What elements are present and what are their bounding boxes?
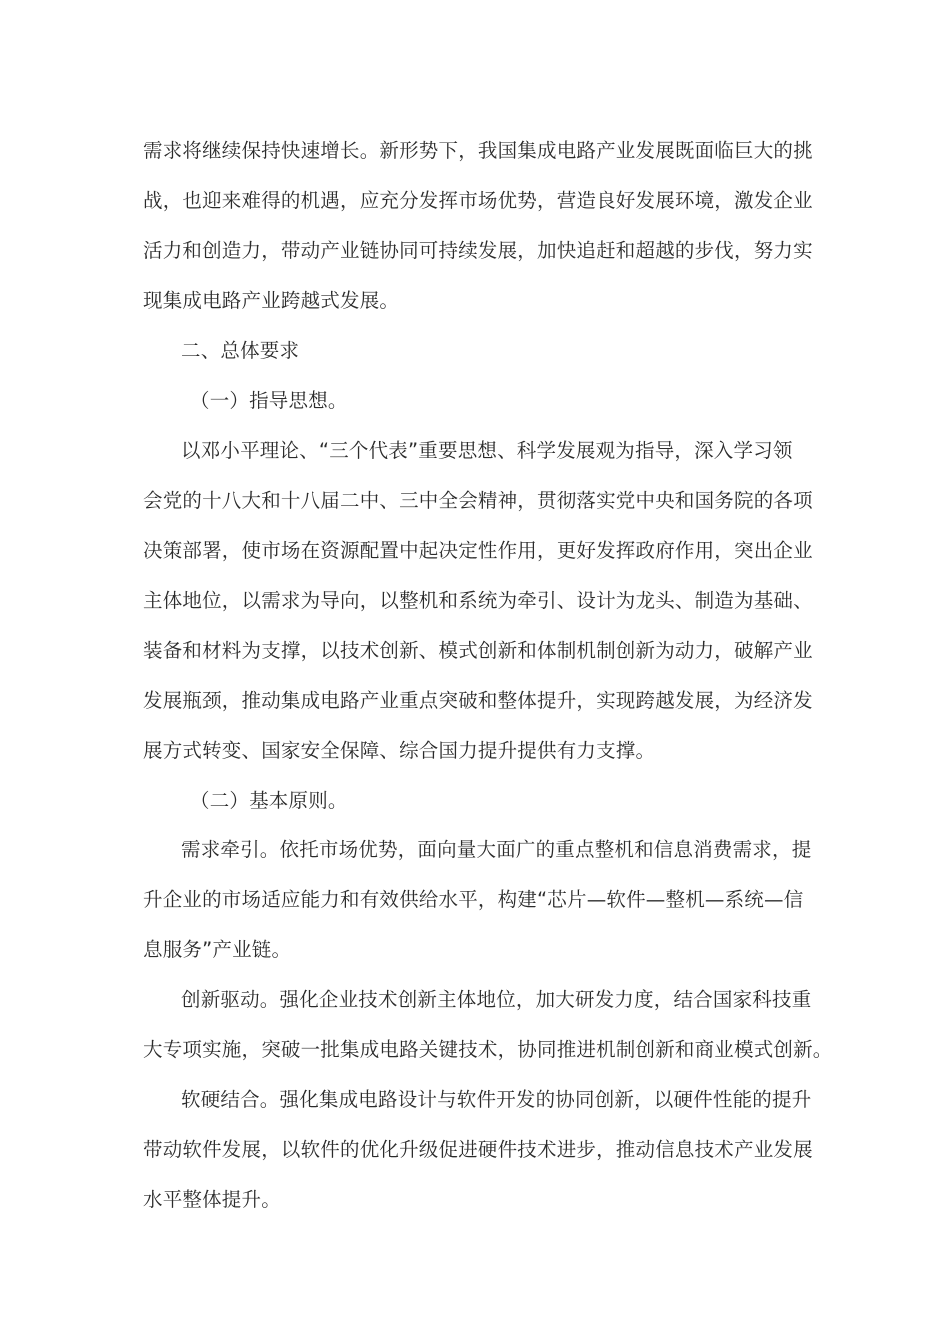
paragraph-line: 软硬结合。强化集成电路设计与软件开发的协同创新，以硬件性能的提升	[181, 1088, 812, 1111]
paragraph-line: 需求将继续保持快速增长。新形势下，我国集成电路产业发展既面临巨大的挑	[143, 139, 813, 162]
paragraph-line: 活力和创造力，带动产业链协同可持续发展，加快追赶和超越的步伐，努力实	[143, 239, 813, 262]
subsection-heading: （一）指导思想。	[190, 389, 348, 412]
paragraph-line: 主体地位，以需求为导向，以整机和系统为牵引、设计为龙头、制造为基础、	[143, 589, 813, 612]
paragraph-line: 水平整体提升。	[143, 1188, 281, 1211]
paragraph-line: 展方式转变、国家安全保障、综合国力提升提供有力支撑。	[143, 739, 656, 762]
paragraph-line: 需求牵引。依托市场优势，面向量大面广的重点整机和信息消费需求，提	[181, 838, 812, 861]
paragraph-line: 会党的十八大和十八届二中、三中全会精神，贯彻落实党中央和国务院的各项	[143, 489, 813, 512]
paragraph-line: 战，也迎来难得的机遇，应充分发挥市场优势，营造良好发展环境，激发企业	[143, 189, 813, 212]
paragraph-line: 装备和材料为支撑，以技术创新、模式创新和体制机制创新为动力，破解产业	[143, 639, 813, 662]
paragraph-line: 以邓小平理论、“三个代表”重要思想、科学发展观为指导，深入学习领	[181, 439, 793, 462]
paragraph-line: 息服务”产业链。	[143, 938, 292, 961]
subsection-heading: （二）基本原则。	[190, 789, 348, 812]
section-heading: 二、总体要求	[181, 339, 300, 362]
paragraph-line: 带动软件发展，以软件的优化升级促进硬件技术进步，推动信息技术产业发展	[143, 1138, 813, 1161]
paragraph-line: 创新驱动。强化企业技术创新主体地位，加大研发力度，结合国家科技重	[181, 988, 812, 1011]
paragraph-line: 大专项实施，突破一批集成电路关键技术，协同推进机制创新和商业模式创新。	[143, 1038, 833, 1061]
paragraph-line: 发展瓶颈，推动集成电路产业重点突破和整体提升，实现跨越发展，为经济发	[143, 689, 813, 712]
paragraph-line: 升企业的市场适应能力和有效供给水平，构建“芯片—软件—整机—系统—信	[143, 888, 804, 911]
paragraph-line: 决策部署，使市场在资源配置中起决定性作用，更好发挥政府作用，突出企业	[143, 539, 813, 562]
paragraph-line: 现集成电路产业跨越式发展。	[143, 289, 400, 312]
